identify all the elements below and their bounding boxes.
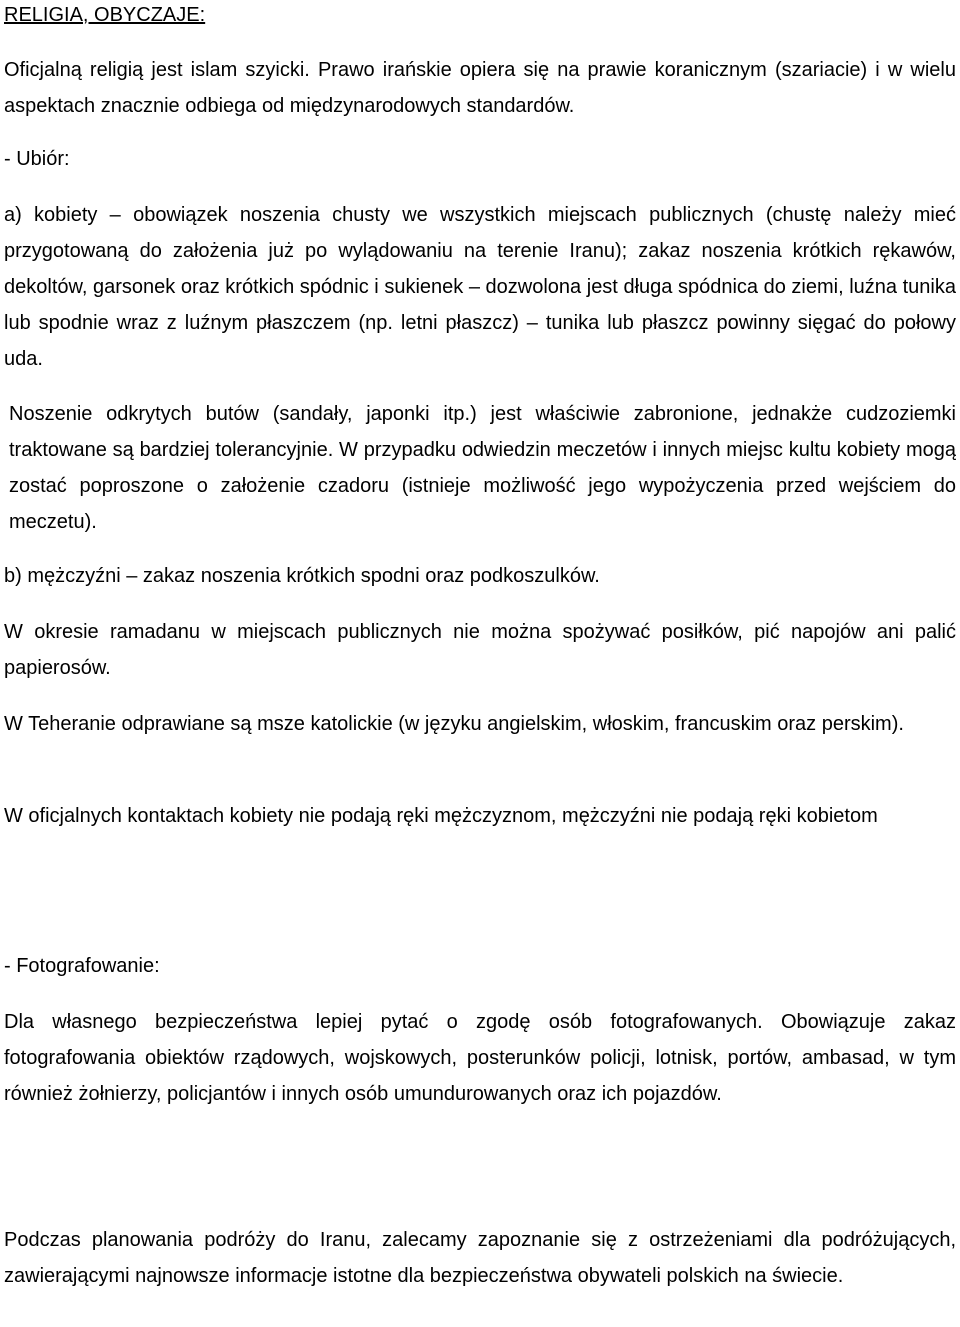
clothing-subheading: - Ubiór: [4, 148, 70, 170]
shoes-paragraph: Noszenie odkrytych butów (sandały, japonki itp.) jest właściwie zabronione, jednakże cudzoziemki traktowane są bardziej tolerancyjnie. W przypadku odwiedzin meczetów i innych miejsc kultu kobiety mogą zostać poproszone o założenie czadoru (istnieje możliwość jego wypożyczenia przed wejściem do meczetu). [9, 403, 956, 533]
men-clothing-paragraph: b) mężczyźni – zakaz noszenia krótkich spodni oraz podkoszulków. [4, 565, 600, 587]
section-heading: RELIGIA, OBYCZAJE: [4, 4, 206, 26]
photography-paragraph: Dla własnego bezpieczeństwa lepiej pytać o zgodę osób fotografowanych. Obowiązuje zakaz fotografowania obiektów rządowych, wojskowych, posterunków policji, lotnisk, portów, ambasad, w tym również żołnierzy, policjantów i innych osób umundurowanych oraz ich pojazdów. [4, 1011, 956, 1105]
women-clothing-paragraph: a) kobiety – obowiązek noszenia chusty we wszystkich miejscach publicznych (chustę należy mieć przygotowaną do założenia już po wylądowaniu na terenie Iranu); zakaz noszenia krótkich rękawów, dekoltów, garsonek oraz krótkich spódnic i sukienek – dozwolona jest długa spódnica do ziemi, luźna tunika lub spodnie wraz z luźnym płaszczem (np. letni płaszcz) – tunika lub płaszcz powinny sięgać do połowy uda. [4, 204, 956, 370]
religion-paragraph: Oficjalną religią jest islam szyicki. Prawo irańskie opiera się na prawie koranicznym (szariacie) i w wielu aspektach znacznie odbiega od międzynarodowych standardów. [4, 59, 956, 117]
photography-subheading: - Fotografowanie: [4, 955, 160, 977]
ramadan-paragraph: W okresie ramadanu w miejscach publicznych nie można spożywać posiłków, pić napojów ani palić papierosów. [4, 621, 956, 679]
catholic-mass-paragraph: W Teheranie odprawiane są msze katolickie (w języku angielskim, włoskim, francuskim oraz perskim). [4, 713, 904, 735]
travel-warning-paragraph: Podczas planowania podróży do Iranu, zalecamy zapoznanie się z ostrzeżeniami dla podróżujących, zawierającymi najnowsze informacje istotne dla bezpieczeństwa obywateli polskich na świecie. [4, 1229, 956, 1287]
official-contacts-paragraph: W oficjalnych kontaktach kobiety nie podają ręki mężczyznom, mężczyźni nie podają ręki kobietom [4, 805, 878, 827]
